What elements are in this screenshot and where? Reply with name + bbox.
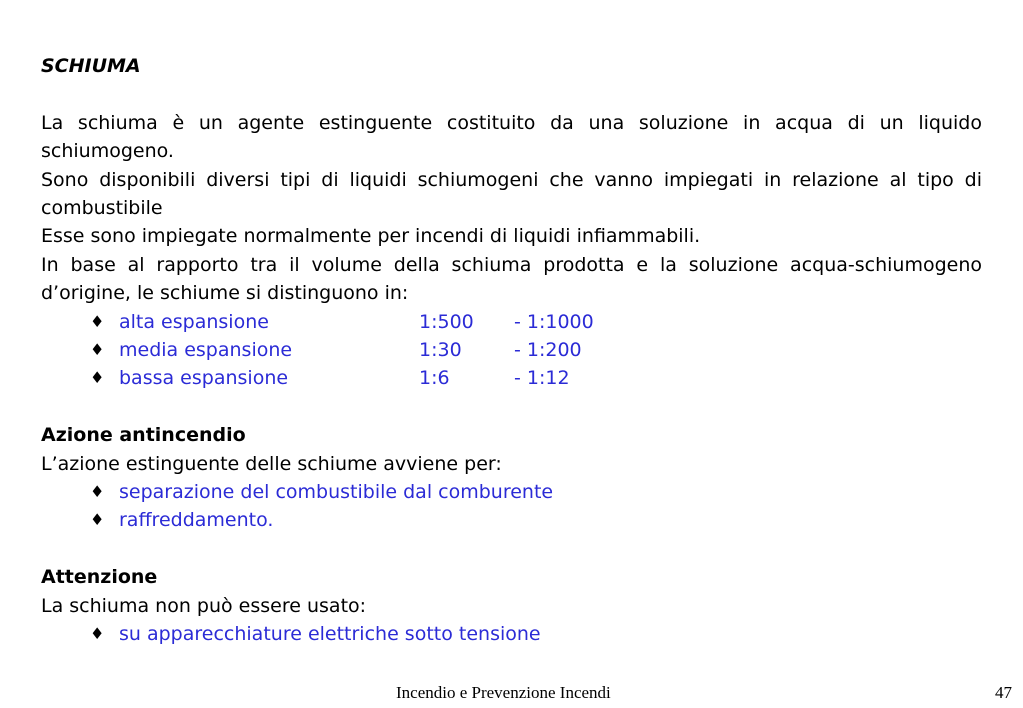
diamond-bullet-icon: ♦ <box>90 624 105 643</box>
intro-paragraph-2: Sono disponibili diversi tipi di liquidi schiumogeni che vanno impiegati in relazione al tipo di combustibile <box>41 168 982 220</box>
intro-paragraph-3: Esse sono impiegate normalmente per incendi di liquidi infiammabili. <box>41 225 701 248</box>
spacer <box>41 80 982 108</box>
diamond-bullet-icon: ♦ <box>90 368 105 388</box>
attenzione-item <box>41 620 982 648</box>
spacer <box>41 393 982 421</box>
expansion-ratio: 1:500 <box>419 310 474 333</box>
expansion-name: alta espansione <box>119 310 269 333</box>
expansion-ratio: 1:30 <box>419 339 462 362</box>
attenzione-intro: La schiuma non può essere usato: <box>41 594 367 617</box>
azione-heading: Azione antincendio <box>41 424 246 447</box>
expansion-name: media espansione <box>119 339 293 362</box>
expansion-item-media <box>41 336 982 364</box>
attenzione-heading: Attenzione <box>41 566 158 589</box>
expansion-range: - 1:12 <box>514 367 570 390</box>
azione-item <box>41 506 982 534</box>
page-number: 47 <box>995 683 1012 702</box>
azione-item-text: separazione del combustibile dal comburente <box>119 481 554 504</box>
attenzione-item-text: su apparecchiature elettriche sotto tensione <box>119 623 541 645</box>
expansion-range: - 1:1000 <box>514 310 594 333</box>
diamond-bullet-icon: ♦ <box>90 340 105 360</box>
slide-content <box>41 52 982 648</box>
intro-paragraph-4: In base al rapporto tra il volume della schiuma prodotta e la soluzione acqua-schiumogeno d’origine, le schiume si distinguono in: <box>41 253 982 305</box>
expansion-item-alta <box>41 308 982 336</box>
diamond-bullet-icon: ♦ <box>90 311 105 331</box>
azione-item <box>41 478 982 506</box>
page-title: SCHIUMA <box>41 55 141 77</box>
expansion-item-bassa <box>41 364 982 392</box>
expansion-name: bassa espansione <box>119 367 289 390</box>
expansion-range: - 1:200 <box>514 339 582 362</box>
footer-title: Incendio e Prevenzione Incendi <box>396 683 611 702</box>
azione-intro: L’azione estinguente delle schiume avviene per: <box>41 452 502 475</box>
diamond-bullet-icon: ♦ <box>90 510 105 530</box>
intro-paragraph-1: La schiuma è un agente estinguente costituito da una soluzione in acqua di un liquido schiumogeno. <box>41 111 982 163</box>
expansion-ratio: 1:6 <box>419 367 450 390</box>
spacer <box>41 535 982 563</box>
diamond-bullet-icon: ♦ <box>90 482 105 502</box>
azione-item-text: raffreddamento. <box>119 509 274 532</box>
